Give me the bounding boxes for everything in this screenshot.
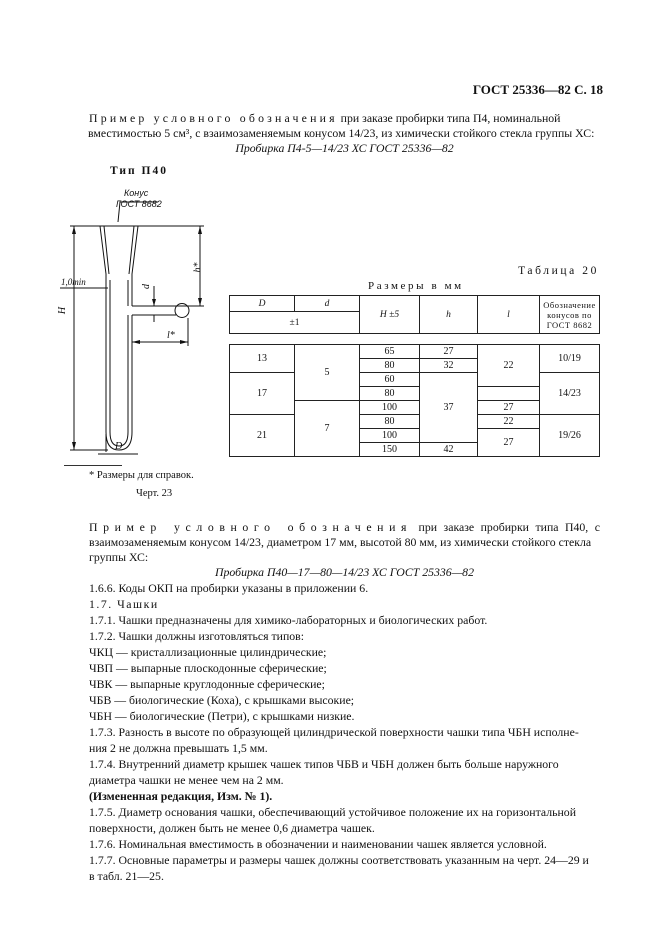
th-l: l	[478, 296, 540, 334]
edit-note: (Измененная редакция, Изм. № 1).	[89, 789, 273, 803]
type-chvp: ЧВП — выпарные плоскодонные сферические;	[89, 661, 327, 675]
label-d: d	[141, 284, 152, 289]
intro-lead: Пример условного обозначения	[89, 111, 338, 125]
para-1-7	[89, 597, 600, 612]
example2-line3: группы ХС:	[89, 550, 149, 564]
table-caption: Размеры в мм	[368, 280, 464, 292]
cell-H: 100	[360, 401, 420, 415]
type-chvk: ЧВК — выпарные круглодонные сферические;	[89, 677, 325, 691]
cell-l: 27	[478, 401, 540, 415]
cell-D: 13	[230, 345, 295, 373]
table-spacer	[230, 334, 600, 345]
cell-D: 17	[230, 373, 295, 415]
figure-title: Тип П40	[110, 165, 168, 177]
para-1-7-4-b: диаметра чашки не менее чем на 2 мм.	[89, 773, 284, 787]
page-header: ГОСТ 25336—82 С. 18	[472, 82, 603, 97]
para-1-7-text: 1.7. Чашки	[89, 597, 159, 611]
para-1-7-6: 1.7.6. Номинальная вместимость в обозначении и наименовании чашек является условной.	[89, 837, 547, 851]
cell-d: 5	[295, 345, 360, 401]
cell-cone: 14/23	[540, 373, 600, 415]
example2-paragraph	[89, 520, 600, 565]
label-konus: Конус	[124, 188, 149, 198]
cell-H: 80	[360, 415, 420, 429]
label-l-star: l*	[167, 330, 175, 341]
cell-cone: 10/19	[540, 345, 600, 373]
cell-D: 21	[230, 415, 295, 457]
test-tube-drawing	[58, 182, 218, 460]
label-H: H	[57, 306, 69, 315]
intro-designation: Пробирка П4-5—14/23 ХС ГОСТ 25336—82	[235, 141, 454, 155]
cell-h: 42	[420, 443, 478, 457]
intro-text: при заказе пробирки типа П4, номинальной	[337, 111, 561, 125]
figure-caption: Черт. 23	[136, 488, 173, 499]
cell-l-empty	[478, 387, 540, 401]
cell-h: 32	[420, 359, 478, 373]
label-gost8682: ГОСТ 8682	[116, 199, 162, 209]
th-H: H ±5	[360, 296, 420, 334]
table-number: Таблица 20	[518, 265, 599, 277]
label-D: D	[115, 441, 123, 452]
cell-H: 100	[360, 429, 420, 443]
para-1-6-6: 1.6.6. Коды ОКП на пробирки указаны в приложении 6.	[89, 581, 369, 595]
cell-l: 27	[478, 429, 540, 457]
cell-H: 80	[360, 359, 420, 373]
label-1min: 1,0min	[61, 277, 86, 287]
intro-paragraph	[89, 111, 600, 141]
para-1-7-3-a: 1.7.3. Разность в высоте по образующей цилиндрической поверхности чашки типа ЧБН исполне-	[89, 725, 579, 739]
example2-text: при заказе пробирки типа П40, с	[412, 520, 600, 534]
cell-h: 37	[420, 373, 478, 443]
example2-lead: Пример условного обозначения	[89, 520, 413, 534]
para-1-7-7-a: 1.7.7. Основные параметры и размеры чашек должны соответствовать указанным на черт. 24—29 и	[89, 853, 589, 867]
th-cone: Обозначение конусов по ГОСТ 8682	[540, 296, 600, 334]
para-1-7-3-b: ния 2 не должна превышать 1,5 мм.	[89, 741, 268, 755]
th-tolerance: ±1	[230, 312, 360, 334]
type-chbv: ЧБВ — биологические (Коха), с крышками высокие;	[89, 693, 355, 707]
cell-cone: 19/26	[540, 415, 600, 457]
para-1-7-5-a: 1.7.5. Диаметр основания чашки, обеспечивающий устойчивое положение их на горизонтальной	[89, 805, 577, 819]
para-1-7-1: 1.7.1. Чашки предназначены для химико-лабораторных и биологических работ.	[89, 613, 488, 627]
cell-H: 60	[360, 373, 420, 387]
example2-designation: Пробирка П40—17—80—14/23 ХС ГОСТ 25336—82	[215, 565, 474, 579]
para-1-7-4-a: 1.7.4. Внутренний диаметр крышек чашек типов ЧБВ и ЧБН должен быть больше наружного	[89, 757, 559, 771]
example2-line2: взаимозаменяемым конусом 14/23, диаметром 17 мм, высотой 80 мм, из химически стойкого стекла	[89, 535, 592, 549]
type-chbn: ЧБН — биологические (Петри), с крышками низкие.	[89, 709, 355, 723]
label-h-star: h*	[192, 262, 204, 273]
type-chkc: ЧКЦ — кристаллизационные цилиндрические;	[89, 645, 327, 659]
th-D: D	[230, 296, 295, 312]
cell-h: 27	[420, 345, 478, 359]
cell-l: 22	[478, 345, 540, 387]
cell-H: 150	[360, 443, 420, 457]
th-d: d	[295, 296, 360, 312]
table-20	[229, 295, 600, 457]
cell-d: 7	[295, 401, 360, 457]
footnote: * Размеры для справок.	[89, 470, 194, 481]
para-1-7-5-b: поверхности, должен быть не менее 0,6 диаметра чашек.	[89, 821, 375, 835]
para-1-7-7-b: в табл. 21—25.	[89, 869, 164, 883]
intro-line2: вместимостью 5 см³, с взаимозаменяемым конусом 14/23, из химически стойкого стекла группы ХС:	[88, 126, 595, 140]
footnote-rule	[64, 465, 122, 466]
para-1-7-2: 1.7.2. Чашки должны изготовляться типов:	[89, 629, 305, 643]
cell-H: 80	[360, 387, 420, 401]
cell-H: 65	[360, 345, 420, 359]
cell-l: 22	[478, 415, 540, 429]
th-h: h	[420, 296, 478, 334]
